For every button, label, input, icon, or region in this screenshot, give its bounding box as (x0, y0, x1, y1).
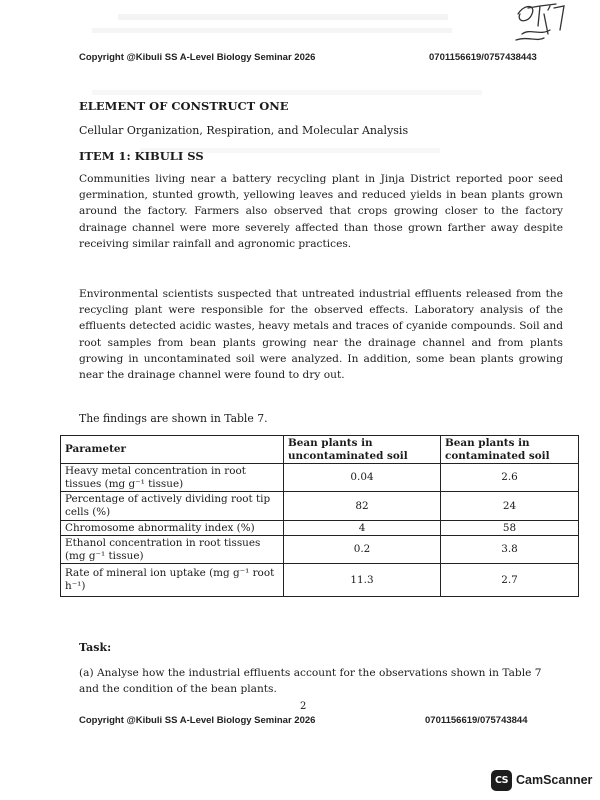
table-cell-contaminated: 3.8 (441, 536, 579, 564)
header-copyright: Copyright @Kibuli SS A-Level Biology Seminar 2026 (79, 52, 316, 63)
header-phone: 0701156619/0757438443 (429, 52, 537, 63)
table-row (61, 536, 579, 564)
table-cell-parameter: Ethanol concentration in root tissues (mg g⁻¹ tissue) (61, 536, 284, 564)
signature-mark (510, 0, 576, 46)
table-row (61, 564, 579, 596)
scenario-paragraph-1: Communities living near a battery recycling plant in Jinja District reported poor seed germination, stunted growth, yellowing leaves and reduced yields in bean plants grown around the factory. Farmers also observed that crops growing closer to the factory drainage channel were more severely affected than those grown farther away despite receiving similar rainfall and agronomic practices. (79, 173, 563, 250)
table-header-row (61, 436, 579, 464)
bleed-through-line (118, 14, 448, 20)
table-cell-parameter: Percentage of actively dividing root tip cells (%) (61, 492, 284, 520)
findings-intro: The findings are shown in Table 7. (79, 412, 268, 425)
scenario-paragraph-2: Environmental scientists suspected that untreated industrial effluents released from the recycling plant were responsible for the observed effects. Laboratory analysis of the effluents detected acidic wastes, heavy metals and traces of cyanide compounds. Soil and root samples from bean plants growing near the drainage channel and from plants growing in uncontaminated soil were analyzed. In addition, some bean plants growing near the drainage channel were found to dry out. (79, 288, 563, 382)
camscanner-brand: CamScanner (516, 773, 593, 787)
table-cell-uncontaminated: 0.04 (284, 464, 441, 492)
table-cell-parameter: Chromosome abnormality index (%) (61, 520, 284, 536)
construct-heading: ELEMENT OF CONSTRUCT ONE (79, 99, 289, 113)
task-label: Task: (79, 641, 112, 654)
table-cell-uncontaminated: 11.3 (284, 564, 441, 596)
table-row (61, 492, 579, 520)
table-cell-contaminated: 2.6 (441, 464, 579, 492)
construct-subtitle: Cellular Organization, Respiration, and Molecular Analysis (79, 124, 409, 137)
table-row (61, 464, 579, 492)
camscanner-logo-icon: CS (491, 770, 512, 791)
table-header-parameter: Parameter (61, 436, 284, 464)
item-heading: ITEM 1: KIBULI SS (79, 149, 204, 163)
table-cell-uncontaminated: 82 (284, 492, 441, 520)
footer-copyright: Copyright @Kibuli SS A-Level Biology Seminar 2026 (79, 715, 316, 726)
table-header-contaminated: Bean plants in contaminated soil (441, 436, 579, 464)
page-number: 2 (300, 701, 307, 712)
findings-table (60, 435, 579, 597)
table-cell-contaminated: 24 (441, 492, 579, 520)
footer-phone: 0701156619/075743844 (425, 715, 528, 726)
table-cell-parameter: Heavy metal concentration in root tissues (mg g⁻¹ tissue) (61, 464, 284, 492)
bleed-through-line (92, 90, 482, 95)
table-cell-contaminated: 58 (441, 520, 579, 536)
table-cell-contaminated: 2.7 (441, 564, 579, 596)
table-header-uncontaminated: Bean plants in uncontaminated soil (284, 436, 441, 464)
table-cell-uncontaminated: 0.2 (284, 536, 441, 564)
table-row (61, 520, 579, 536)
task-question: (a) Analyse how the industrial effluents account for the observations shown in Table 7 and the condition of the bean plants. (79, 667, 542, 696)
table-cell-parameter: Rate of mineral ion uptake (mg g⁻¹ root h⁻¹) (61, 564, 284, 596)
bleed-through-line (92, 28, 452, 33)
table-cell-uncontaminated: 4 (284, 520, 441, 536)
